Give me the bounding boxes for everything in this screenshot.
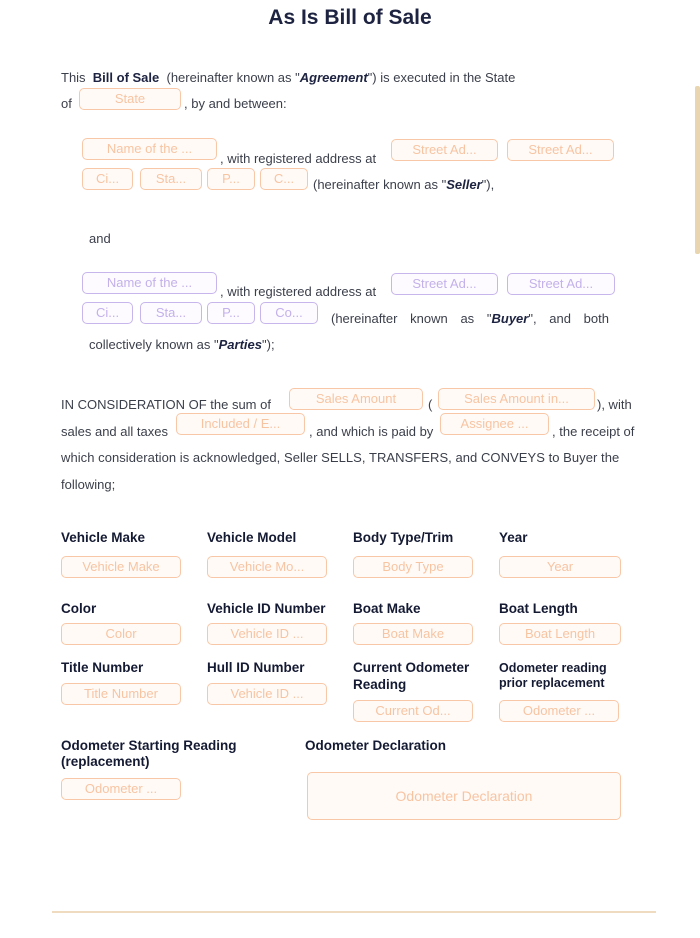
- state-field[interactable]: State: [79, 88, 181, 110]
- and-text: and: [89, 231, 111, 246]
- buyer-with-address: , with registered address at: [220, 284, 377, 299]
- buyer-known-text: known: [410, 311, 448, 326]
- current-odometer-label-line: Current Odometer: [353, 660, 470, 675]
- vehicle-model-label: Vehicle Model: [207, 530, 297, 545]
- buyer-state-field[interactable]: Sta...: [140, 302, 202, 324]
- current-odometer-label: [353, 660, 469, 693]
- prior-odometer-label-line: Odometer reading: [499, 661, 607, 675]
- start-odometer-field[interactable]: Odometer ...: [61, 778, 181, 800]
- buyer-known-text: as: [460, 311, 475, 326]
- buyer-country-field[interactable]: Co...: [260, 302, 318, 324]
- paren-open: (: [428, 397, 433, 412]
- page-title: As Is Bill of Sale: [268, 6, 432, 29]
- consideration-line-2a: sales and all taxes: [61, 424, 168, 439]
- buyer-known-as: [331, 311, 609, 326]
- buyer-street2-field[interactable]: Street Ad...: [507, 273, 615, 295]
- boat-make-field[interactable]: Boat Make: [353, 623, 473, 645]
- sales-amount-words-field[interactable]: Sales Amount in...: [438, 388, 595, 410]
- scrollbar[interactable]: [695, 86, 700, 254]
- vehicle-make-field[interactable]: Vehicle Make: [61, 556, 181, 578]
- buyer-name-field[interactable]: Name of the ...: [82, 272, 217, 294]
- buyer-collective: [89, 337, 275, 352]
- buyer-known-text: and: [549, 311, 571, 326]
- hull-id-label: Hull ID Number: [207, 660, 305, 675]
- boat-length-label: Boat Length: [499, 601, 578, 616]
- seller-street2-field[interactable]: Street Ad...: [507, 139, 614, 161]
- collective-text: collectively known as ": [89, 337, 219, 352]
- buyer-city-field[interactable]: Ci...: [82, 302, 133, 324]
- start-odometer-label-line: Odometer Starting Reading: [61, 738, 237, 753]
- boat-make-label: Boat Make: [353, 601, 421, 616]
- intro-by-between: , by and between:: [184, 96, 287, 111]
- title-number-field[interactable]: Title Number: [61, 683, 181, 705]
- seller-street1-field[interactable]: Street Ad...: [391, 139, 498, 161]
- consideration-line-4: following;: [61, 477, 116, 492]
- buyer-known-text: "Buyer",: [486, 311, 537, 326]
- sales-amount-field[interactable]: Sales Amount: [289, 388, 423, 410]
- hull-id-field[interactable]: Vehicle ID ...: [207, 683, 327, 705]
- intro-text: (hereinafter known as ": [166, 70, 300, 85]
- assignee-field[interactable]: Assignee ...: [440, 413, 549, 435]
- odometer-declaration-label: Odometer Declaration: [305, 738, 447, 753]
- start-odometer-label: [61, 738, 237, 770]
- consideration-line-1: IN CONSIDERATION OF the sum of: [61, 397, 271, 412]
- prior-odometer-label-line: prior replacement: [499, 676, 605, 690]
- boat-length-field[interactable]: Boat Length: [499, 623, 621, 645]
- seller-with-address: , with registered address at: [220, 151, 377, 166]
- vin-label: Vehicle ID Number: [207, 601, 326, 616]
- receipt-text: , the receipt of: [552, 424, 635, 439]
- prior-odometer-field[interactable]: Odometer ...: [499, 700, 619, 722]
- parties-word: Parties: [218, 337, 262, 352]
- consideration-line-3: which consideration is acknowledged, Seller SELLS, TRANSFERS, and CONVEYS to Buyer the: [61, 450, 620, 465]
- seller-known-text: "),: [481, 177, 495, 192]
- color-field[interactable]: Color: [61, 623, 181, 645]
- intro-text: ") is executed in the State: [367, 70, 516, 85]
- buyer-known-text: (hereinafter: [331, 311, 398, 326]
- body-type-field[interactable]: Body Type: [353, 556, 473, 578]
- seller-postal-field[interactable]: P...: [207, 168, 255, 190]
- current-odometer-field[interactable]: Current Od...: [353, 700, 473, 722]
- seller-state-field[interactable]: Sta...: [140, 168, 202, 190]
- body-type-label: Body Type/Trim: [353, 530, 454, 545]
- buyer-postal-field[interactable]: P...: [207, 302, 255, 324]
- title-number-label: Title Number: [61, 660, 144, 675]
- current-odometer-label-line: Reading: [353, 677, 407, 692]
- seller-known-text: (hereinafter known as ": [313, 177, 447, 192]
- vehicle-model-field[interactable]: Vehicle Mo...: [207, 556, 327, 578]
- prior-odometer-label: [499, 661, 607, 691]
- seller-name-field[interactable]: Name of the ...: [82, 138, 217, 160]
- page-divider: [52, 911, 656, 913]
- intro-text: This: [61, 70, 86, 85]
- buyer-known-text: both: [583, 311, 609, 326]
- intro-bill-of-sale: Bill of Sale: [92, 70, 160, 85]
- paid-by-text: , and which is paid by: [309, 424, 434, 439]
- vehicle-make-label: Vehicle Make: [61, 530, 146, 545]
- year-label: Year: [499, 530, 528, 545]
- buyer-street1-field[interactable]: Street Ad...: [391, 273, 498, 295]
- with-text: ), with: [597, 397, 632, 412]
- year-field[interactable]: Year: [499, 556, 621, 578]
- seller-country-field[interactable]: C...: [260, 168, 308, 190]
- collective-text: ");: [262, 337, 275, 352]
- color-label: Color: [61, 601, 97, 616]
- intro-of: of: [61, 96, 72, 111]
- intro-agreement: Agreement: [299, 70, 368, 85]
- intro-line-1: [61, 70, 637, 85]
- vin-field[interactable]: Vehicle ID ...: [207, 623, 327, 645]
- buyer-word: Buyer: [491, 311, 529, 326]
- seller-word: Seller: [446, 177, 482, 192]
- odometer-declaration-field[interactable]: Odometer Declaration: [307, 772, 621, 820]
- seller-city-field[interactable]: Ci...: [82, 168, 133, 190]
- seller-known-as: [313, 177, 494, 192]
- included-excluded-field[interactable]: Included / E...: [176, 413, 305, 435]
- start-odometer-label-line: (replacement): [61, 754, 150, 769]
